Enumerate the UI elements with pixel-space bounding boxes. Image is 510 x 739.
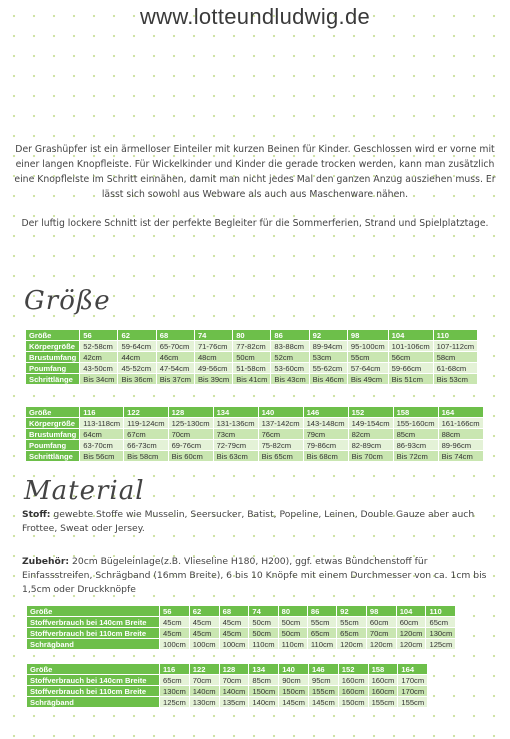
stoff-description: gewebte Stoffe wie Musselin, Seersucker, Batist, Popeline, Leinen, Double Gauze aber auch Frottee, Sweat oder Jersey. [22,509,475,534]
value-cell: 76cm [258,429,303,440]
value-cell: 50cm [233,352,271,363]
value-cell: 145cm [279,697,309,708]
value-cell: Bis 58cm [124,451,168,462]
header-size-cell: 104 [396,606,426,617]
row-label-cell: Stoffverbrauch bei 140cm Breite [27,675,160,686]
value-cell: Bis 49cm [347,374,388,385]
value-cell: Bis 46cm [309,374,347,385]
header-size-cell: 74 [249,606,278,617]
header-size-cell: 164 [398,664,428,675]
value-cell: 85cm [249,675,279,686]
value-cell: 65cm [426,617,456,628]
table-row [26,352,478,363]
value-cell: 145cm [308,697,338,708]
value-cell: 125cm [160,697,190,708]
value-cell: 70cm [168,429,213,440]
value-cell: 119-124cm [124,418,168,429]
stoff-label: Stoff: [22,509,51,520]
header-label-cell: Größe [26,407,80,418]
table-row [26,363,478,374]
value-cell: 57-64cm [347,363,388,374]
header-size-cell: 56 [80,330,118,341]
value-cell: 155cm [308,686,338,697]
value-cell: 140cm [249,697,279,708]
value-cell: 67cm [124,429,168,440]
row-label-cell: Stoffverbrauch bei 110cm Breite [27,628,160,639]
value-cell: 131-136cm [213,418,258,429]
header-size-cell: 134 [213,407,258,418]
value-cell: 50cm [249,628,278,639]
intro-paragraph-2: Der luftig lockere Schnitt ist der perfekte Begleiter für die Sommerferien, Strand und Spielplatztage. [21,218,489,229]
header-size-cell: 146 [303,407,348,418]
value-cell: 140cm [219,686,249,697]
value-cell: Bis 34cm [80,374,118,385]
value-cell: Bis 51cm [388,374,433,385]
size-table-2 [25,406,484,462]
header-label-cell: Größe [27,606,160,617]
header-size-cell: 110 [433,330,477,341]
header-size-cell: 116 [80,407,124,418]
header-size-cell: 128 [168,407,213,418]
header-size-cell: 140 [279,664,309,675]
table-header-row [27,606,456,617]
header-size-cell: 68 [156,330,194,341]
header-size-cell: 62 [118,330,156,341]
value-cell: 82cm [348,429,393,440]
value-cell: 89-94cm [309,341,347,352]
value-cell: 100cm [160,639,190,650]
value-cell: 50cm [249,617,278,628]
header-size-cell: 140 [258,407,303,418]
value-cell: 75-82cm [258,440,303,451]
site-url: www.lotteundludwig.de [139,4,371,29]
value-cell: Bis 53cm [433,374,477,385]
intro-text [14,142,496,245]
table-row [26,429,484,440]
table-row [27,697,428,708]
header-size-cell: 152 [338,664,368,675]
value-cell: 130cm [160,686,190,697]
value-cell: Bis 37cm [156,374,194,385]
value-cell: 77-82cm [233,341,271,352]
value-cell: 120cm [396,639,426,650]
value-cell: 69-76cm [168,440,213,451]
value-cell: 55cm [337,617,367,628]
value-cell: 43-50cm [80,363,118,374]
header-size-cell: 134 [249,664,279,675]
header-size-cell: 110 [426,606,456,617]
value-cell: 63-70cm [80,440,124,451]
value-cell: Bis 65cm [258,451,303,462]
header-size-cell: 62 [189,606,219,617]
value-cell: Bis 68cm [303,451,348,462]
table-row [27,686,428,697]
value-cell: 100cm [189,639,219,650]
value-cell: 95-100cm [347,341,388,352]
header-size-cell: 98 [347,330,388,341]
value-cell: 53-60cm [271,363,309,374]
value-cell: 58cm [433,352,477,363]
value-cell: 110cm [278,639,307,650]
row-label-cell: Poumfang [26,363,80,374]
value-cell: Bis 56cm [80,451,124,462]
value-cell: 150cm [279,686,309,697]
table-header-row [27,664,428,675]
table-row [26,451,484,462]
value-cell: 45-52cm [118,363,156,374]
header-size-cell: 80 [278,606,307,617]
row-label-cell: Schrägband [27,639,160,650]
value-cell: 110cm [249,639,278,650]
header-size-cell: 86 [307,606,336,617]
value-cell: 72-79cm [213,440,258,451]
header-size-cell: 116 [160,664,190,675]
value-cell: 47-54cm [156,363,194,374]
value-cell: Bis 41cm [233,374,271,385]
row-label-cell: Schrägband [27,697,160,708]
value-cell: 71-76cm [194,341,232,352]
value-cell: 130cm [426,628,456,639]
zubehoer-text [22,555,492,597]
row-label-cell: Körpergröße [26,418,80,429]
value-cell: 160cm [338,686,368,697]
value-cell: 161-166cm [438,418,483,429]
header-label-cell: Größe [27,664,160,675]
zubehoer-description: 20cm Bügeleinlage(z.B. Vlieseline H180, H200), ggf. etwas Bündchenstoff für Einfassstreifen, Schrägband (16mm Breite), 6 bis 10 Knöpfe mit einem Durchmesser von ca. 1cm bis 1,5cm oder Druckknöpfe [22,556,487,595]
material-heading: Material [24,476,145,506]
header-size-cell: 68 [219,606,249,617]
value-cell: 86-93cm [393,440,438,451]
value-cell: Bis 72cm [393,451,438,462]
header-size-cell: 104 [388,330,433,341]
table-row [27,628,456,639]
header-size-cell: 80 [233,330,271,341]
value-cell: 52cm [271,352,309,363]
table-row [26,374,478,385]
row-label-cell: Brustumfang [26,352,80,363]
row-label-cell: Stoffverbrauch bei 110cm Breite [27,686,160,697]
value-cell: 64cm [80,429,124,440]
value-cell: 143-148cm [303,418,348,429]
value-cell: 49-56cm [194,363,232,374]
header-size-cell: 146 [308,664,338,675]
fabric-table-2 [26,663,428,708]
value-cell: 160cm [368,675,398,686]
table-row [26,418,484,429]
value-cell: 82-89cm [348,440,393,451]
value-cell: 45cm [160,617,190,628]
value-cell: 90cm [279,675,309,686]
value-cell: 155cm [398,697,428,708]
value-cell: 65cm [337,628,367,639]
value-cell: 83-88cm [271,341,309,352]
table-row [26,341,478,352]
value-cell: Bis 70cm [348,451,393,462]
value-cell: 88cm [438,429,483,440]
value-cell: 50cm [278,628,307,639]
value-cell: 149-154cm [348,418,393,429]
value-cell: 44cm [118,352,156,363]
table-row [27,639,456,650]
value-cell: 55cm [307,617,336,628]
table-row [26,440,484,451]
header-size-cell: 98 [366,606,396,617]
value-cell: 140cm [189,686,219,697]
value-cell: 56cm [388,352,433,363]
value-cell: 70cm [366,628,396,639]
fabric-table-1 [26,605,456,650]
header-size-cell: 128 [219,664,249,675]
value-cell: 95cm [308,675,338,686]
value-cell: Bis 36cm [118,374,156,385]
value-cell: 48cm [194,352,232,363]
value-cell: 65cm [307,628,336,639]
value-cell: 73cm [213,429,258,440]
value-cell: 66-73cm [124,440,168,451]
header-size-cell: 122 [124,407,168,418]
row-label-cell: Schrittlänge [26,374,80,385]
value-cell: 160cm [338,675,368,686]
value-cell: 101-106cm [388,341,433,352]
value-cell: 46cm [156,352,194,363]
value-cell: Bis 60cm [168,451,213,462]
header-size-cell: 122 [189,664,219,675]
value-cell: 170cm [398,675,428,686]
value-cell: Bis 39cm [194,374,232,385]
value-cell: 70cm [219,675,249,686]
value-cell: 51-58cm [233,363,271,374]
value-cell: 125-130cm [168,418,213,429]
value-cell: 65-70cm [156,341,194,352]
intro-paragraph-1: Der Grashüpfer ist ein ärmelloser Einteiler mit kurzen Beinen für Kinder. Geschlossen wird er vorne mit einer langen Knopfleiste. Für Wickelkinder und Kinder die gerade trocken werden, kann man zusätzlich eine Knopfleiste im Schritt einnähen, damit man nicht jedes Mal den ganzen Anzug ausziehen muss. Er lässt sich sowohl aus Webware als auch aus Maschenware nähen. [14,144,496,200]
value-cell: 160cm [368,686,398,697]
value-cell: Bis 63cm [213,451,258,462]
zubehoer-label: Zubehör: [22,556,70,567]
value-cell: 60cm [396,617,426,628]
value-cell: Bis 43cm [271,374,309,385]
row-label-cell: Poumfang [26,440,80,451]
stoff-text [22,508,492,536]
value-cell: 79-86cm [303,440,348,451]
table-header-row [26,407,484,418]
value-cell: 59-64cm [118,341,156,352]
size-table-1 [25,329,478,385]
header-size-cell: 152 [348,407,393,418]
value-cell: 61-68cm [433,363,477,374]
table-row [27,617,456,628]
value-cell: 42cm [80,352,118,363]
value-cell: 150cm [249,686,279,697]
header-size-cell: 158 [393,407,438,418]
value-cell: 113-118cm [80,418,124,429]
header-size-cell: 56 [160,606,190,617]
table-header-row [26,330,478,341]
value-cell: 79cm [303,429,348,440]
value-cell: 55-62cm [309,363,347,374]
value-cell: 120cm [337,639,367,650]
value-cell: 45cm [219,617,249,628]
value-cell: 137-142cm [258,418,303,429]
value-cell: 150cm [338,697,368,708]
value-cell: 155cm [368,697,398,708]
table-row [27,675,428,686]
header-size-cell: 158 [368,664,398,675]
value-cell: 125cm [426,639,456,650]
value-cell: 100cm [219,639,249,650]
value-cell: 45cm [189,628,219,639]
value-cell: 110cm [307,639,336,650]
row-label-cell: Brustumfang [26,429,80,440]
value-cell: 155-160cm [393,418,438,429]
value-cell: 107-112cm [433,341,477,352]
header-label-cell: Größe [26,330,80,341]
value-cell: 170cm [398,686,428,697]
header-size-cell: 86 [271,330,309,341]
value-cell: 89-96cm [438,440,483,451]
header-size-cell: 74 [194,330,232,341]
value-cell: 130cm [189,697,219,708]
value-cell: 60cm [366,617,396,628]
header-size-cell: 92 [337,606,367,617]
value-cell: 55cm [347,352,388,363]
value-cell: 70cm [189,675,219,686]
value-cell: 45cm [219,628,249,639]
header-size-cell: 164 [438,407,483,418]
value-cell: 85cm [393,429,438,440]
value-cell: 65cm [160,675,190,686]
row-label-cell: Körpergröße [26,341,80,352]
value-cell: 50cm [278,617,307,628]
value-cell: 120cm [366,639,396,650]
row-label-cell: Schrittlänge [26,451,80,462]
header-size-cell: 92 [309,330,347,341]
value-cell: 120cm [396,628,426,639]
value-cell: 52-58cm [80,341,118,352]
value-cell: 45cm [189,617,219,628]
size-heading: Größe [24,286,111,316]
value-cell: Bis 74cm [438,451,483,462]
value-cell: 135cm [219,697,249,708]
value-cell: 53cm [309,352,347,363]
row-label-cell: Stoffverbrauch bei 140cm Breite [27,617,160,628]
value-cell: 59-66cm [388,363,433,374]
value-cell: 45cm [160,628,190,639]
